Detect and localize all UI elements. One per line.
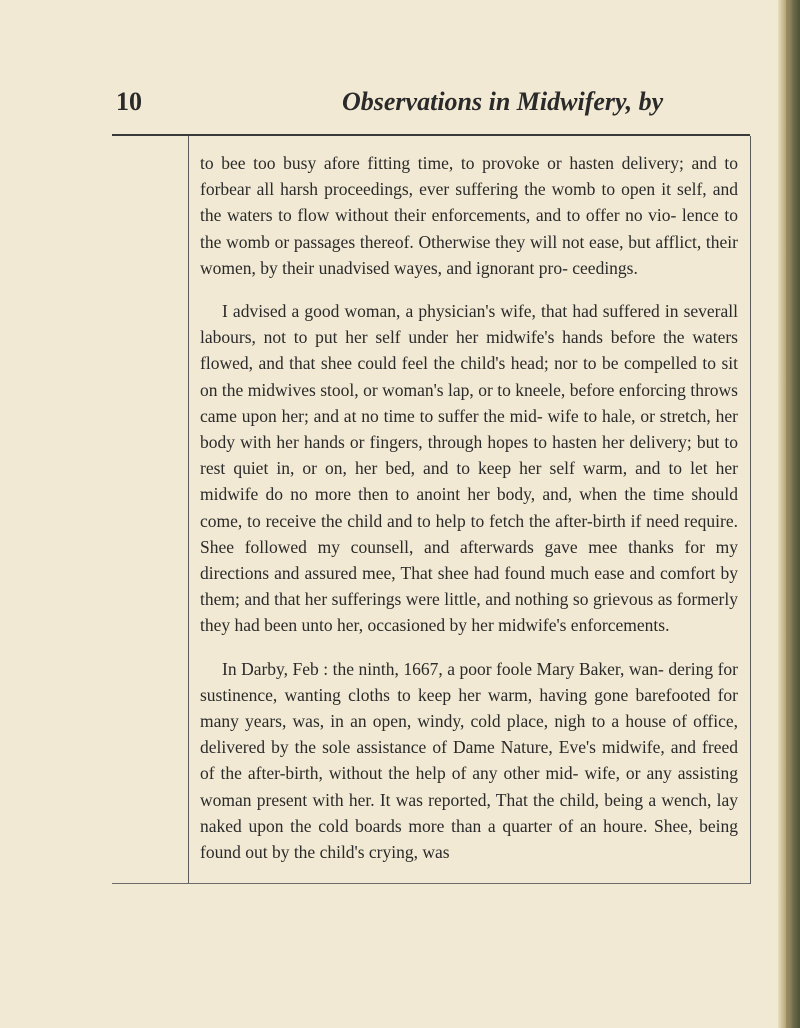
body-text bbox=[200, 150, 738, 882]
margin-column-rule-left bbox=[188, 136, 189, 884]
margin-column-rule-right bbox=[750, 136, 751, 884]
paragraph-3: In Darby, Feb : the ninth, 1667, a poor foole Mary Baker, wan- dering for sustinence, wanting cloths to keep her warm, having gone barefooted for many years, was, in an open, windy, cold place, nigh to a house of office, delivered by the sole assistance of Dame Nature, Eve's midwife, and freed of the after-birth, without the help of any other mid- wife, or any assisting woman present with her. It was reported, That the child, being a wench, lay naked upon the cold boards more than a quarter of an houre. Shee, being found out by the child's crying, was bbox=[200, 658, 738, 863]
footer-rule bbox=[112, 883, 750, 884]
running-head: Observations in Midwifery, by bbox=[342, 87, 664, 116]
paragraph-2: I advised a good woman, a physician's wife, that had suffered in severall labours, not to put her self under her midwife's hands before the waters flowed, and that shee could feel the child's head; nor to be compelled to sit on the midwives stool, or woman's lap, or to kneele, before enforcing throws came upon her; and at no time to suffer the mid- wife to hale, or stretch, her body with her hands or fingers, through hopes to hasten her delivery; but to rest quiet in, or on, her bed, and to keep her self warm, and to let her midwife do no more then to anoint her body, and, when the time should come, to receive the child and to help to fetch the after-birth if need require. Shee followed my counsell, and afterwards gave mee thanks for my directions and assured mee, That shee had found much ease and comfort by them; and that her sufferings were little, and nothing so grievous as formerly they had been unto her, occasioned by her midwife's enforcements. bbox=[200, 301, 738, 636]
page-number: 10 bbox=[116, 87, 142, 116]
paragraph-1: to bee too busy afore fitting time, to provoke or hasten delivery; and to forbear all harsh proceedings, ever suffering the womb to open it self, and the waters to flow without their enforcements, and to offer no vio- lence to the womb or passages thereof. Otherwise they will not ease, but afflict, their women, by their unadvised wayes, and ignorant pro- ceedings. bbox=[200, 153, 738, 278]
page-header bbox=[112, 86, 760, 126]
header-rule bbox=[112, 134, 750, 136]
page-edge-shadow bbox=[778, 0, 800, 1028]
